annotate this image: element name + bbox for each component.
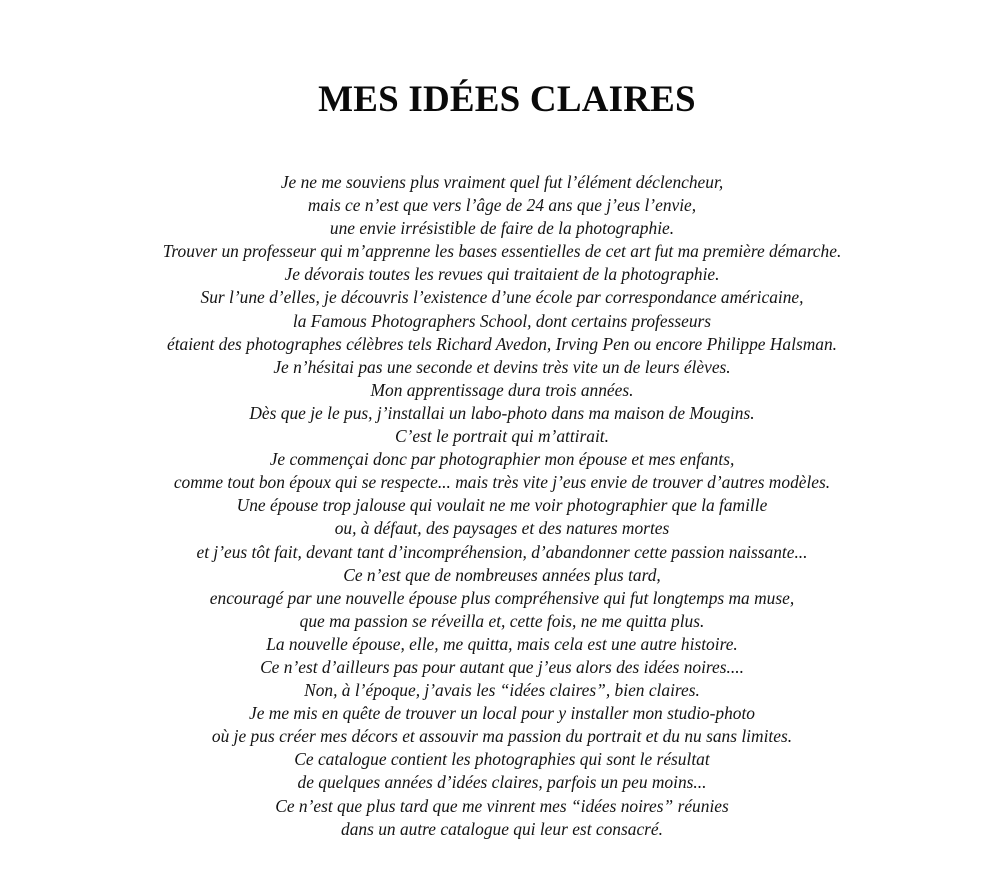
text-line: Ce n’est d’ailleurs pas pour autant que j’eus alors des idées noires.... — [260, 656, 744, 677]
text-line: étaient des photographes célèbres tels Richard Avedon, Irving Pen ou encore Philippe Halsman. — [166, 333, 838, 354]
text-line: Je n’hésitai pas une seconde et devins très vite un de leurs élèves. — [273, 356, 731, 377]
text-line: Une épouse trop jalouse qui voulait ne me voir photographier que la famille — [236, 495, 768, 516]
text-line: Ce n’est que plus tard que me vinrent mes “idées noires” réunies — [275, 795, 729, 816]
text-line: Je ne me souviens plus vraiment quel fut l’élément déclencheur, — [280, 172, 724, 192]
text-line: Trouver un professeur qui m’apprenne les bases essentielles de cet art fut ma première démarche. — [162, 241, 842, 262]
text-line: où je pus créer mes décors et assouvir ma passion du portrait et du nu sans limites. — [211, 726, 793, 747]
text-line: dans un autre catalogue qui leur est consacré. — [341, 818, 663, 839]
text-line: de quelques années d’idées claires, parfois un peu moins... — [297, 772, 707, 793]
text-line: La nouvelle épouse, elle, me quitta, mais cela est une autre histoire. — [266, 633, 738, 654]
text-line: mais ce n’est que vers l’âge de 24 ans que j’eus l’envie, — [307, 195, 697, 216]
text-line: Non, à l’époque, j’avais les “idées claires”, bien claires. — [304, 680, 700, 701]
text-line: et j’eus tôt fait, devant tant d’incompréhension, d’abandonner cette passion naissante... — [196, 541, 808, 562]
body-text — [0, 171, 998, 841]
text-line: Je commençai donc par photographier mon épouse et mes enfants, — [269, 449, 735, 470]
text-line: la Famous Photographers School, dont certains professeurs — [292, 310, 712, 331]
text-line: encouragé par une nouvelle épouse plus compréhensive qui fut longtemps ma muse, — [209, 587, 795, 608]
text-line: comme tout bon époux qui se respecte... mais très vite j’eus envie de trouver d’autres modèles. — [173, 472, 831, 493]
text-line: Je me mis en quête de trouver un local pour y installer mon studio-photo — [248, 703, 755, 724]
page-title: MES IDÉES CLAIRES — [318, 79, 696, 120]
text-line: Mon apprentissage dura trois années. — [370, 379, 634, 400]
text-line: Dès que je le pus, j’installai un labo-photo dans ma maison de Mougins. — [249, 402, 755, 423]
text-line: C’est le portrait qui m’attirait. — [394, 426, 609, 447]
text-line: Sur l’une d’elles, je découvris l’existence d’une école par correspondance américaine, — [200, 287, 804, 308]
text-line: Ce n’est que de nombreuses années plus tard, — [343, 564, 661, 585]
text-line: Je dévorais toutes les revues qui traitaient de la photographie. — [284, 264, 720, 285]
text-line: que ma passion se réveilla et, cette fois, ne me quitta plus. — [299, 610, 705, 631]
text-line: une envie irrésistible de faire de la photographie. — [329, 218, 675, 239]
text-line: Ce catalogue contient les photographies qui sont le résultat — [294, 749, 710, 770]
text-line: ou, à défaut, des paysages et des natures mortes — [334, 518, 670, 539]
